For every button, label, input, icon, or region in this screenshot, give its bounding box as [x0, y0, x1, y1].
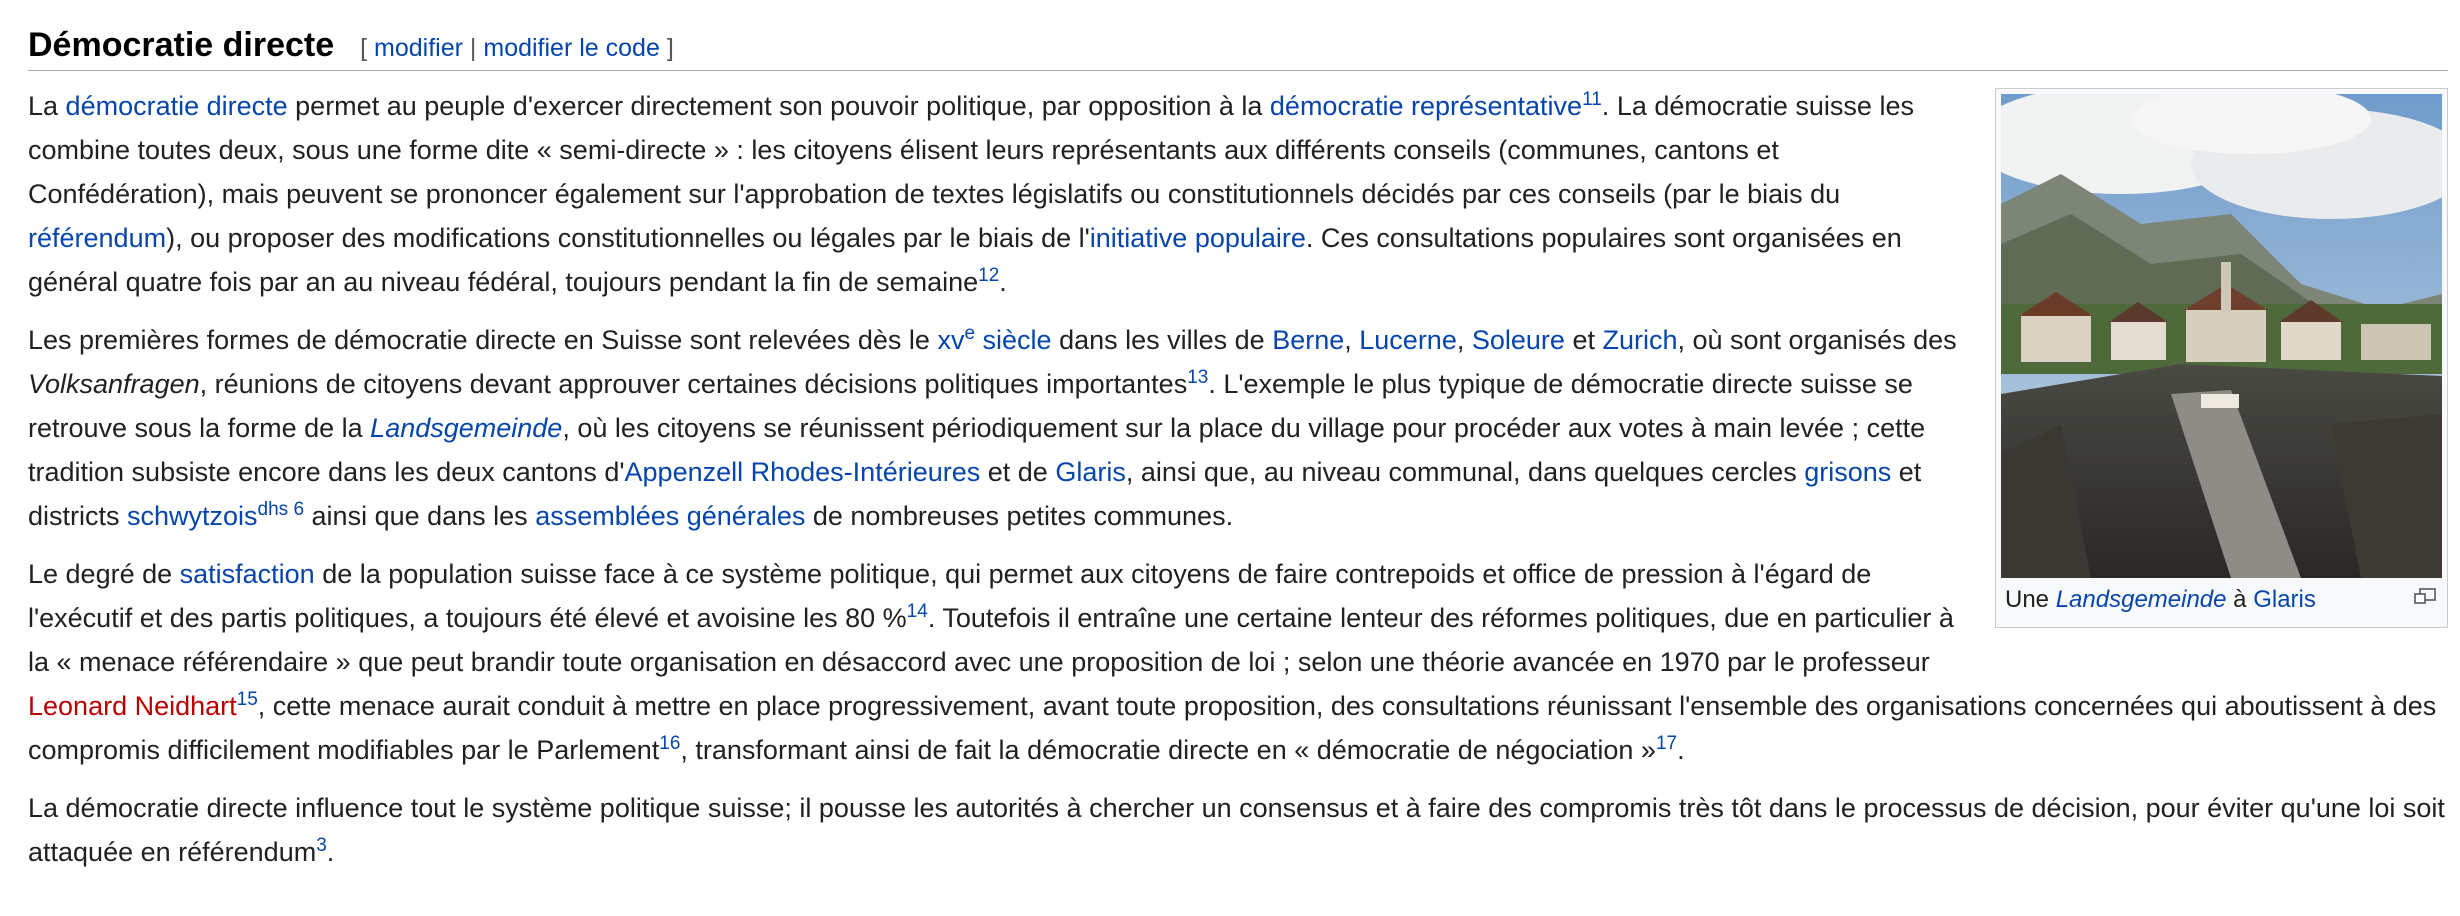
- link-lucerne[interactable]: Lucerne: [1359, 325, 1457, 355]
- section-title: Démocratie directe: [28, 26, 335, 64]
- link-berne[interactable]: Berne: [1272, 325, 1345, 355]
- text: ,: [1344, 325, 1360, 355]
- text: , ainsi que, au niveau communal, dans quelques cercles: [1125, 457, 1805, 487]
- link-leonard-neidhart[interactable]: Leonard Neidhart: [28, 691, 237, 721]
- text: et de: [980, 457, 1056, 487]
- link-satisfaction[interactable]: satisfaction: [179, 559, 315, 589]
- link-appenzell[interactable]: Appenzell Rhodes-Intérieures: [624, 457, 981, 487]
- caption-link-glaris[interactable]: Glaris: [2253, 586, 2316, 613]
- ref-14[interactable]: 14: [906, 601, 928, 622]
- link-initiative-populaire[interactable]: initiative populaire: [1089, 223, 1306, 253]
- text: Le degré de: [28, 559, 180, 589]
- text: dans les villes de: [1051, 325, 1273, 355]
- text: La démocratie directe influence tout le système politique suisse; il pousse les autorités à chercher un consensus et à faire des compromis très tôt dans le processus de décision, pour éviter qu'une loi soit attaquée en référendum: [28, 793, 2445, 867]
- caption-mid: à: [2226, 586, 2254, 613]
- edit-separator: |: [469, 34, 477, 62]
- text: .: [326, 837, 335, 867]
- link-xve-siecle[interactable]: xv$^e$ siècle: [937, 323, 1052, 355]
- text: permet au peuple d'exercer directement son pouvoir politique, par opposition à la: [287, 91, 1270, 121]
- text: , transformant ainsi de fait la démocratie directe en « démocratie de négociation »: [680, 735, 1656, 765]
- text: Les premières formes de démocratie directe en Suisse sont relevées dès le: [28, 325, 938, 355]
- caption-link-landsgemeinde[interactable]: Landsgemeinde: [2055, 586, 2227, 613]
- bracket-close: ]: [666, 34, 674, 62]
- link-zurich[interactable]: Zurich: [1602, 325, 1678, 355]
- text: . L'exemple le plus typique de démocratie directe suisse se retrouve sous la forme de la: [28, 369, 1913, 443]
- ref-3[interactable]: 3: [316, 835, 327, 856]
- text: , où les citoyens se réunissent périodiquement sur la place du village pour procéder aux votes à main levée ; cette tradition subsiste encore dans les deux cantons d': [28, 413, 1926, 487]
- text: . La démocratie suisse les combine toutes deux, sous une forme dite « semi-directe » : les citoyens élisent leurs représentants aux différents conseils (communes, cantons et Confédération), mais peuvent se prononcer également sur l'approbation de textes législatifs ou constitutionnels décidés par ces conseils (par le biais du: [28, 91, 1914, 209]
- landsgemeinde-photo[interactable]: [2001, 94, 2442, 578]
- bracket-open: [: [360, 34, 368, 62]
- enlarge-icon[interactable]: [2414, 588, 2436, 604]
- text: ), ou proposer des modifications constitutionnelles ou légales par le biais de l': [166, 223, 1090, 253]
- section-body: [28, 84, 2448, 888]
- link-democratie-directe[interactable]: démocratie directe: [65, 91, 288, 121]
- text: de la population suisse face à ce système politique, qui permet aux citoyens de faire contrepoids et office de pression à l'égard de l'exécutif et des partis politiques, a toujours été élevé et avoisine les 80 %: [28, 559, 1872, 633]
- text: . Toutefois il entraîne une certaine lenteur des réformes politiques, due en particulier à la « menace référendaire » que peut brandir toute organisation en désaccord avec une proposition de loi ; selon une théorie avancée en 1970 par le professeur: [28, 603, 1954, 677]
- caption-prefix: Une: [2005, 586, 2056, 613]
- ref-13[interactable]: 13: [1187, 367, 1209, 388]
- edit-source-link[interactable]: modifier le code: [483, 34, 660, 62]
- text: La: [28, 91, 66, 121]
- text: . Ces consultations populaires sont organisées en général quatre fois par an au niveau fédéral, toujours pendant la fin de semaine: [28, 223, 1902, 297]
- text: .: [1677, 735, 1685, 765]
- link-soleure[interactable]: Soleure: [1471, 325, 1565, 355]
- ref-16[interactable]: 16: [659, 733, 681, 754]
- link-grisons[interactable]: grisons: [1804, 457, 1892, 487]
- text: , réunions de citoyens devant approuver certaines décisions politiques importantes: [199, 369, 1188, 399]
- text: ainsi que dans les: [304, 501, 536, 531]
- ref-17[interactable]: 17: [1655, 733, 1678, 754]
- ref-dhs-6[interactable]: dhs 6: [257, 499, 305, 520]
- link-democratie-representative[interactable]: démocratie représentative: [1269, 91, 1583, 121]
- ref-15[interactable]: 15: [236, 689, 258, 710]
- text: .: [999, 267, 1007, 297]
- text: ,: [1456, 325, 1472, 355]
- text: , où sont organisés des: [1677, 325, 1957, 355]
- figure-caption: [2001, 578, 2442, 622]
- ref-11[interactable]: 11: [1582, 89, 1602, 110]
- edit-link[interactable]: modifier: [374, 34, 463, 62]
- text: , cette menace aurait conduit à mettre en place progressivement, avant toute proposition, des consultations réunissant l'ensemble des organisations concernées qui aboutissent à des compromis difficilement modifiables par le Parlement: [28, 691, 2437, 765]
- ref-12[interactable]: 12: [978, 265, 1000, 286]
- link-referendum[interactable]: référendum: [28, 223, 167, 253]
- text: de nombreuses petites communes.: [805, 501, 1234, 531]
- section-heading: [28, 22, 2448, 71]
- link-schwytzois[interactable]: schwytzois: [127, 501, 258, 531]
- link-glaris[interactable]: Glaris: [1055, 457, 1126, 487]
- italic-term: Volksanfragen: [28, 369, 200, 399]
- text: et districts: [28, 457, 1922, 531]
- link-assemblees-generales[interactable]: assemblées générales: [535, 501, 806, 531]
- paragraph-4: [28, 786, 2448, 874]
- link-landsgemeinde[interactable]: Landsgemeinde: [370, 413, 563, 443]
- text: et: [1564, 325, 1603, 355]
- figure-thumbnail: [1995, 88, 2448, 628]
- edit-section-links: [360, 34, 674, 62]
